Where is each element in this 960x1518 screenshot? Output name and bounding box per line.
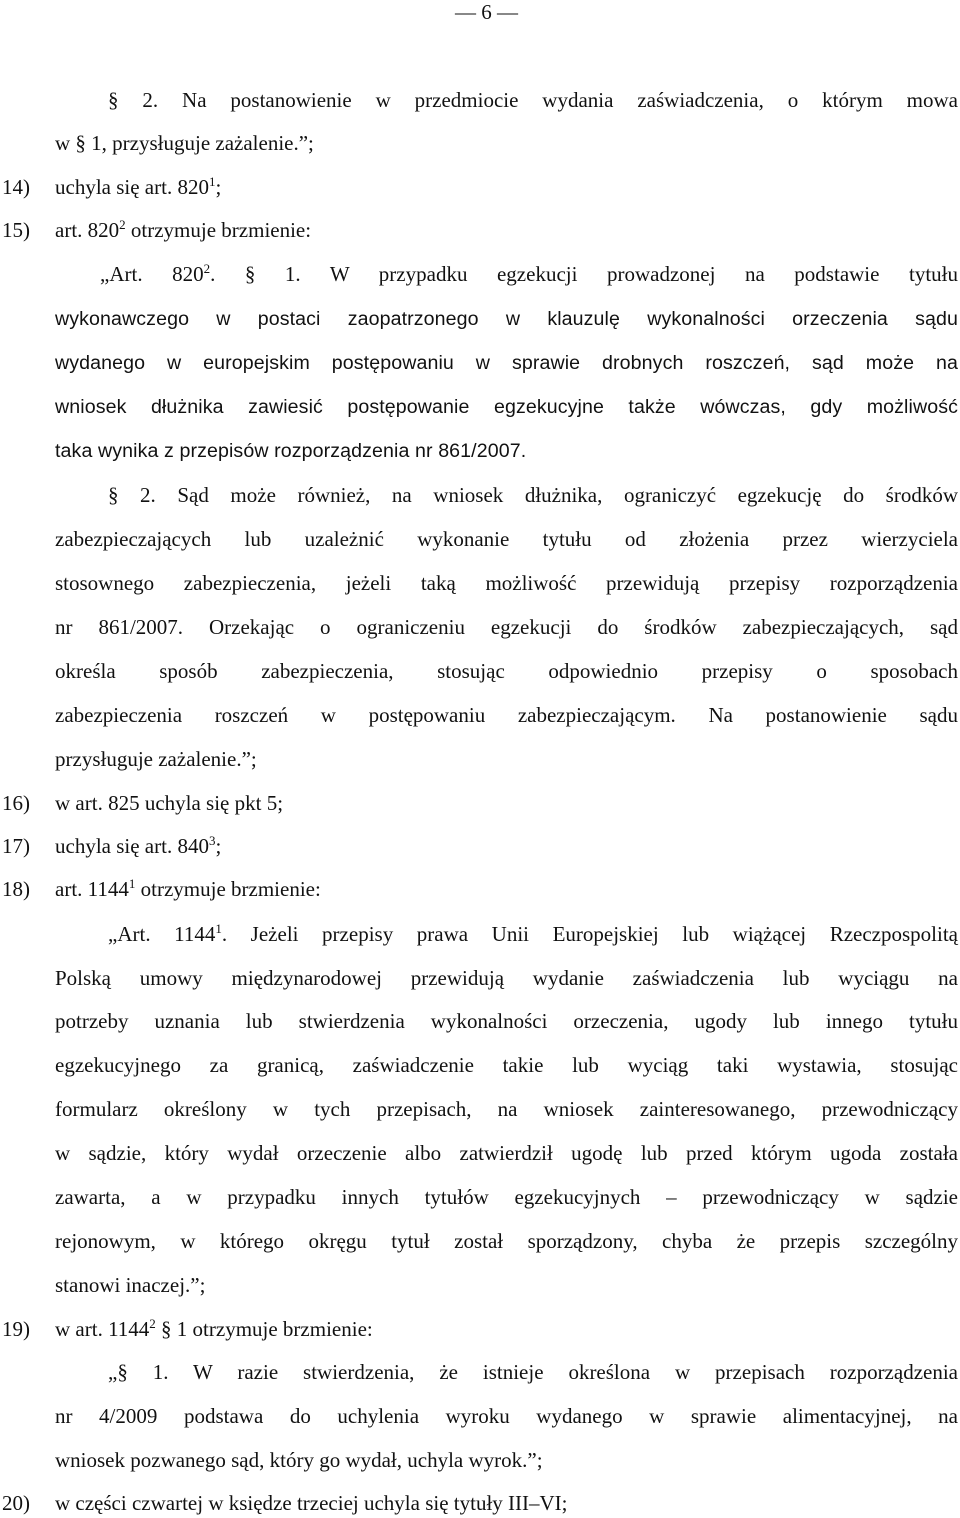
paragraph-line: § 2. Na postanowienie w przedmiocie wydania zaświadczenia, o którym mowa bbox=[108, 88, 958, 112]
list-item-text: art. $820^2$ otrzymuje brzmienie: bbox=[55, 217, 312, 242]
paragraph-line: formularz określony w tych przepisach, na wniosek zainteresowanego, przewodniczący bbox=[55, 1097, 958, 1121]
paragraph-line: „§ 1. W razie stwierdzenia, że istnieje określona w przepisach rozporządzenia bbox=[108, 1360, 958, 1384]
list-number: 20) bbox=[2, 1491, 30, 1515]
paragraph-line: rejonowym, w którego okręgu tytuł został sporządzony, chyba że przepis szczególny bbox=[55, 1229, 958, 1253]
paragraph-line: zabezpieczenia roszczeń w postępowaniu zabezpieczającym. Na postanowienie sądu bbox=[55, 703, 958, 727]
paragraph-line: § 2. Sąd może również, na wniosek dłużnika, ograniczyć egzekucję do środków bbox=[108, 483, 958, 507]
paragraph-line: stosownego zabezpieczenia, jeżeli taką możliwość przewidują przepisy rozporządzenia bbox=[55, 571, 958, 595]
paragraph-line: nr 861/2007. Orzekając o ograniczeniu egzekucji do środków zabezpieczających, sąd bbox=[55, 615, 958, 639]
paragraph-line: wykonawczego w postaci zaopatrzonego w klauzulę wykonalności orzeczenia sądu bbox=[55, 308, 958, 330]
page-number: — 6 — bbox=[455, 0, 518, 24]
list-item-text: uchyla się art. $820^1$; bbox=[55, 174, 222, 199]
paragraph-line: Polską umowy międzynarodowej przewidują wydanie zaświadczenia lub wyciągu na bbox=[55, 966, 958, 990]
list-item-text: w części czwartej w księdze trzeciej uchyla się tytuły III–VI; bbox=[55, 1491, 568, 1515]
paragraph-line: przysługuje zażalenie.”; bbox=[55, 747, 257, 771]
list-number: 16) bbox=[2, 791, 30, 815]
paragraph-line: zawarta, a w przypadku innych tytułów egzekucyjnych – przewodniczący w sądzie bbox=[55, 1185, 958, 1209]
paragraph-line: egzekucyjnego za granicą, zaświadczenie takie lub wyciąg taki wystawia, stosując bbox=[55, 1053, 958, 1077]
paragraph-line: w sądzie, który wydał orzeczenie albo zatwierdził ugodę lub przed którym ugoda została bbox=[55, 1141, 958, 1165]
list-number: 15) bbox=[2, 218, 30, 242]
paragraph-line: wniosek pozwanego sąd, który go wydał, uchyla wyrok.”; bbox=[55, 1448, 543, 1472]
list-item-text: w art. 825 uchyla się pkt 5; bbox=[55, 791, 284, 815]
list-number: 17) bbox=[2, 834, 30, 858]
list-item-text: w art. 1144$^2$ § 1 otrzymuje brzmienie: bbox=[55, 1316, 373, 1341]
list-item-text: uchyla się art. $840^3$; bbox=[55, 833, 222, 858]
list-number: 14) bbox=[2, 175, 30, 199]
article-heading: „Art. $820^2$. § 1. W przypadku egzekucji prowadzonej na podstawie tytułu bbox=[100, 261, 958, 286]
paragraph-line: w § 1, przysługuje zażalenie.”; bbox=[55, 131, 314, 155]
paragraph-line: zabezpieczających lub uzależnić wykonanie tytułu od złożenia przez wierzyciela bbox=[55, 527, 958, 551]
paragraph-line: potrzeby uznania lub stwierdzenia wykonalności orzeczenia, ugody lub innego tytułu bbox=[55, 1009, 958, 1033]
paragraph-line: stanowi inaczej.”; bbox=[55, 1273, 206, 1297]
list-number: 19) bbox=[2, 1317, 30, 1341]
paragraph-line: określa sposób zabezpieczenia, stosując odpowiednio przepisy o sposobach bbox=[55, 659, 958, 683]
list-item-text: art. 1144$^1$ otrzymuje brzmienie: bbox=[55, 876, 321, 901]
paragraph-line: wydanego w europejskim postępowaniu w sprawie drobnych roszczeń, sąd może na bbox=[55, 352, 958, 374]
paragraph-line: nr 4/2009 podstawa do uchylenia wyroku wydanego w sprawie alimentacyjnej, na bbox=[55, 1404, 958, 1428]
article-heading: „Art. 1144$^1$. Jeżeli przepisy prawa Unii Europejskiej lub wiążącej Rzeczpospolitą bbox=[108, 921, 958, 946]
list-number: 18) bbox=[2, 877, 30, 901]
paragraph-line: taka wynika z przepisów rozporządzenia nr 861/2007. bbox=[55, 440, 527, 462]
paragraph-line: wniosek dłużnika zawiesić postępowanie egzekucyjne także wówczas, gdy możliwość bbox=[55, 396, 958, 418]
